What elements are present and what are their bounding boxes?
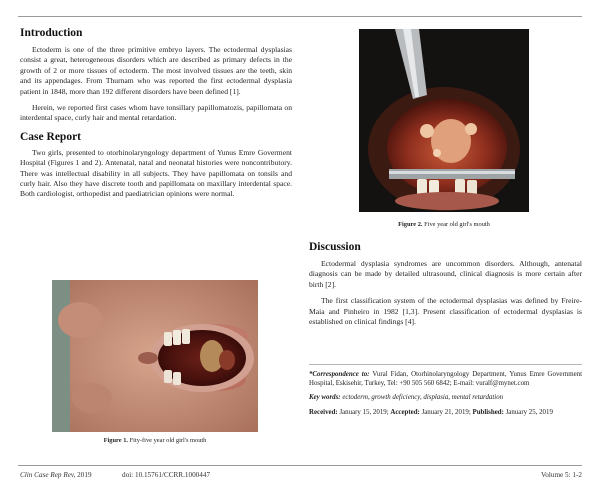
header-rule (18, 16, 582, 17)
discussion-paragraph-2: The first classification system of the ectodermal dysplasias was defined by Freire-Maia and Pinheiro in 1982 [1,3]. Present classification of ectodermal dysplasias is established on clinical findings [4]. (309, 296, 582, 327)
keywords-label: Key words: (309, 394, 341, 402)
keywords-text: ectoderm, growth deficiency, displasia, mental retardation (342, 394, 504, 402)
introduction-heading: Introduction (20, 27, 83, 39)
article-info (309, 370, 582, 417)
figure-1-image (52, 280, 258, 432)
figure-1-label: Figure 1. (103, 437, 128, 444)
accepted-date: January 21, 2019; (421, 408, 471, 416)
discussion-paragraph-1: Ectodermal dysplasia syndromes are uncommon disorders. Although, antenatal diagnosis can be made by detailed ultrasound, clinical diagnosis is more certain after birth [2]. (309, 259, 582, 289)
mouth-photo-2-illustration (359, 29, 529, 212)
correspondence-rule (309, 364, 582, 365)
discussion-section (309, 240, 582, 327)
figure-2-caption (359, 221, 529, 229)
figure-1-caption (52, 437, 258, 445)
figure-2-image (359, 29, 529, 212)
introduction-paragraph-1: Ectoderm is one of the three primitive embryo layers. The ectodermal dysplasias consist a great, heterogeneous disorders which are described as primary defects in the growth of 2 or more tissues of ectoderm. The most involved tissues are the teeth, skin and its appendages. From Thurnam who was reported the first ectodermal dysplasia patient in 1848, more than 192 different disorders have been defined [1]. (20, 45, 292, 96)
footer-volume: Volume 5: 1-2 (541, 471, 582, 479)
article-dates (309, 408, 582, 417)
case-report-heading: Case Report (20, 130, 81, 143)
footer-journal-name: Clin Case Rep Rev, (20, 471, 76, 479)
figure-2-caption-text: Five year old girl's mouth (424, 221, 490, 228)
introduction-paragraph-2: Herein, we reported first cases whom have tonsillary papillomatozis, papillomata on interdental space, curly hair and mental retardation. (20, 103, 292, 123)
discussion-heading: Discussion (309, 241, 361, 253)
correspondence (309, 370, 582, 388)
published-label: Published: (472, 408, 504, 416)
footer-year: 2019 (77, 471, 92, 479)
published-date: January 25, 2019 (505, 408, 553, 416)
correspondence-text: Vural Fidan, Otorhinolaryngology Department, Yunus Emre Government Hospital, Eskisehir, Turkey, Tel: +90 505 560 6842; E-mail: vuralf@mynet.com (309, 371, 582, 388)
footer-journal (20, 471, 92, 479)
accepted-label: Accepted: (390, 408, 420, 416)
figure-1-caption-text: Fity-five year old girl's mouth (129, 437, 207, 444)
received-label: Received: (309, 408, 338, 416)
correspondence-label: *Correspondence to: (309, 371, 370, 378)
case-report-paragraph: Two girls, presented to otorhinolaryngology department of Yunus Emre Goverment Hospital (Figures 1 and 2). Antenatal, natal and neonatal histories were noncontributory. There was intellectual disability in all subjects. They have papillomata on tonsils and curly hair. Also they have discrete tooth and papillomata on maxillary interdental space. Both cardiologist, orthopedist and paediatrician opinions were normal. (20, 147, 292, 199)
footer-doi: doi: 10.15761/CCRR.1000447 (122, 471, 211, 479)
figure-2-label: Figure 2. (398, 221, 423, 228)
footer-rule (18, 465, 582, 466)
received-date: January 15, 2019; (339, 408, 389, 416)
left-column (20, 26, 292, 200)
keywords (309, 393, 582, 402)
mouth-photo-1-illustration (52, 280, 258, 432)
